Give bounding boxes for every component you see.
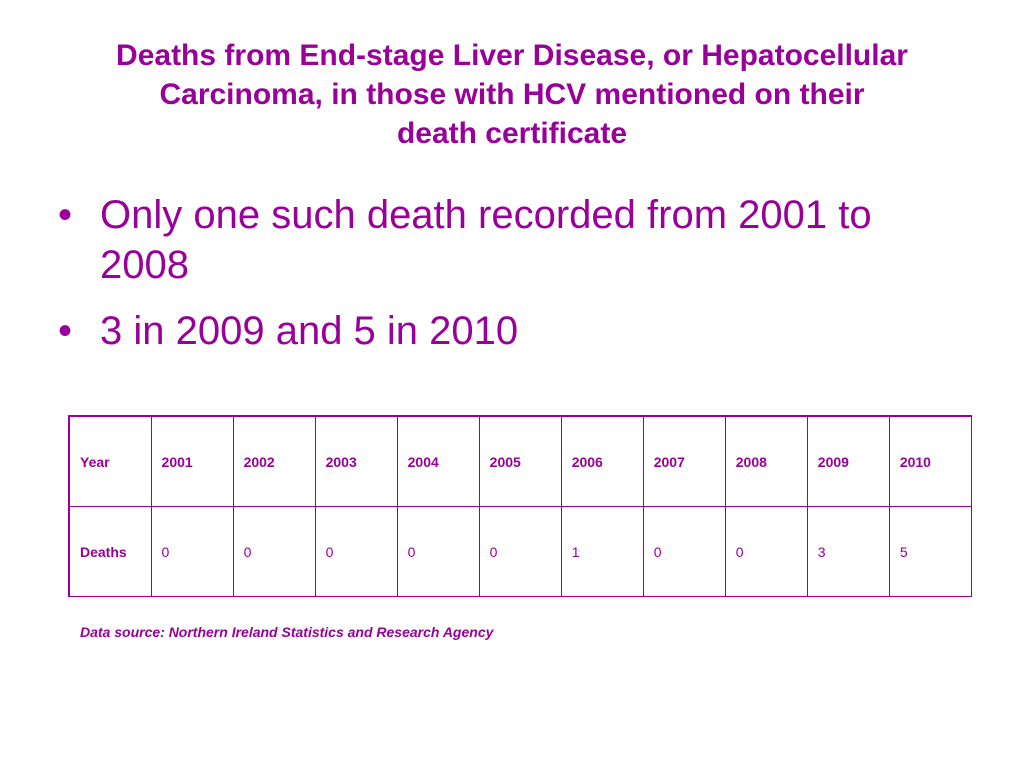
deaths-cell: 0 [479, 507, 561, 597]
deaths-cell: 0 [397, 507, 479, 597]
deaths-cell: 1 [561, 507, 643, 597]
row-label-deaths: Deaths [69, 507, 151, 597]
bullet-list [58, 190, 958, 372]
table-row-year [69, 416, 972, 507]
data-source-note: Data source: Northern Ireland Statistics and Research Agency [80, 624, 494, 640]
deaths-cell: 0 [151, 507, 233, 597]
bullet-item [58, 306, 958, 356]
row-label-year: Year [69, 416, 151, 507]
year-cell: 2008 [725, 416, 807, 507]
title-line: Deaths from End-stage Liver Disease, or Hepatocellular [116, 39, 908, 72]
year-cell: 2006 [561, 416, 643, 507]
year-cell: 2004 [397, 416, 479, 507]
bullet-item [58, 190, 958, 290]
title-line: Carcinoma, in those with HCV mentioned on their [159, 78, 865, 111]
bullet-text: 3 in 2009 and 5 in 2010 [100, 309, 519, 353]
deaths-cell: 3 [807, 507, 889, 597]
bullet-text: Only one such death recorded from 2001 to 2008 [100, 193, 872, 287]
slide-title [40, 36, 984, 153]
year-cell: 2005 [479, 416, 561, 507]
title-line: death certificate [396, 117, 628, 150]
deaths-cell: 0 [315, 507, 397, 597]
year-cell: 2010 [889, 416, 971, 507]
year-cell: 2002 [233, 416, 315, 507]
deaths-cell: 5 [889, 507, 971, 597]
deaths-cell: 0 [233, 507, 315, 597]
year-cell: 2003 [315, 416, 397, 507]
deaths-cell: 0 [643, 507, 725, 597]
deaths-cell: 0 [725, 507, 807, 597]
table-row-deaths [69, 507, 972, 597]
year-cell: 2009 [807, 416, 889, 507]
bullet-icon: • [58, 193, 73, 237]
bullet-icon: • [58, 309, 73, 353]
year-cell: 2001 [151, 416, 233, 507]
year-cell: 2007 [643, 416, 725, 507]
deaths-table [68, 415, 972, 597]
